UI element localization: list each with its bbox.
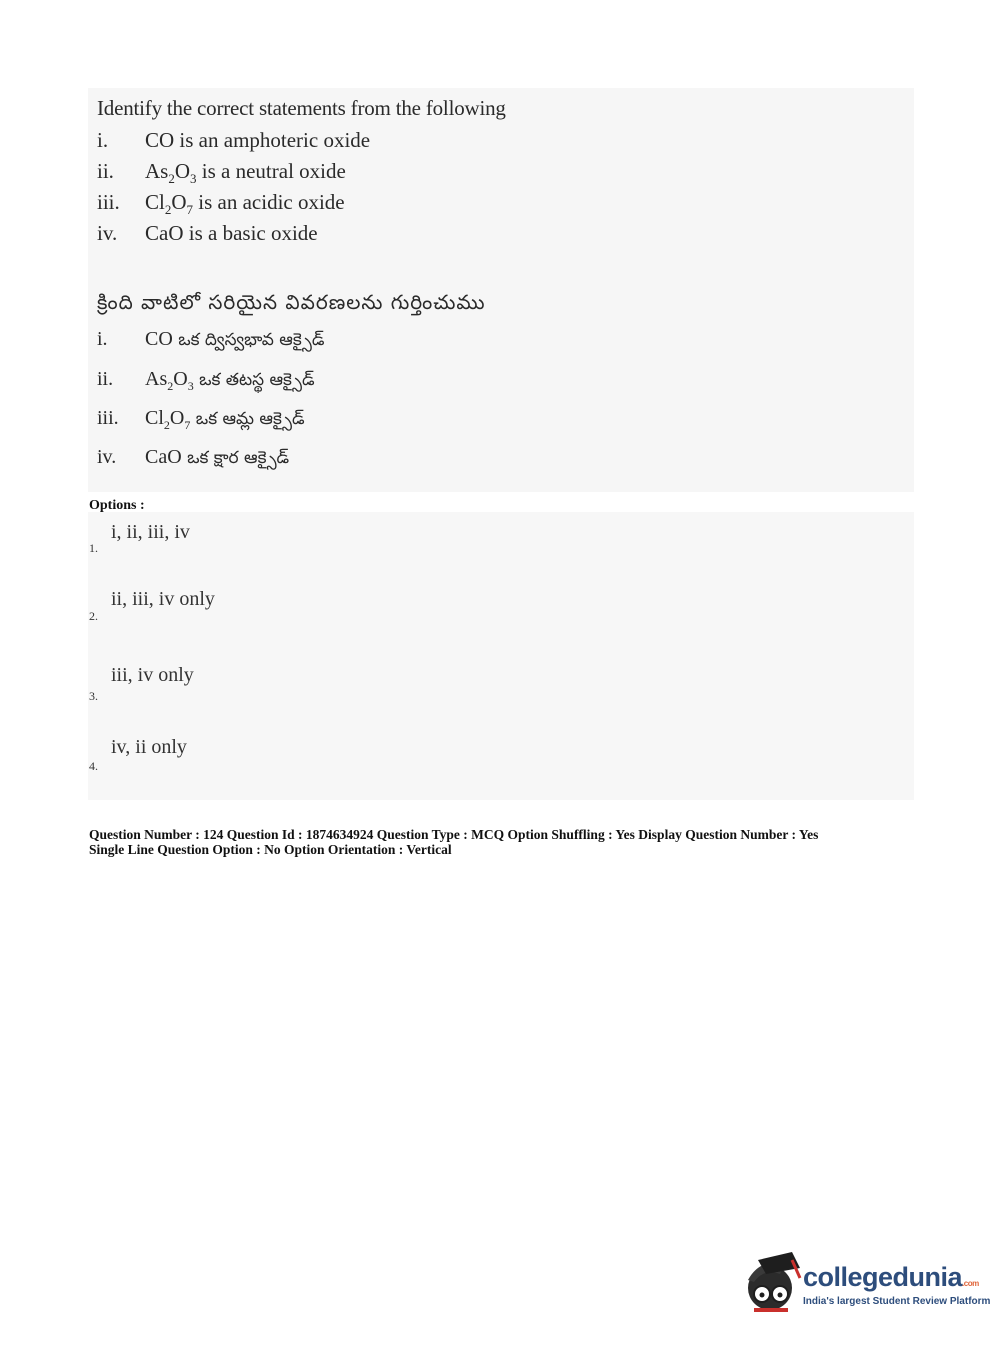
option-2-text[interactable]: ii, iii, iv only <box>111 588 215 610</box>
statement-text: ఒక ఆమ్ల ఆక్సైడ్ <box>190 409 305 429</box>
option-3-number: 3. <box>89 689 98 703</box>
question-title: Identify the correct statements from the following <box>97 96 506 120</box>
formula-part: Cl <box>145 190 165 214</box>
option-1-number: 1. <box>89 541 98 555</box>
options-scan-image <box>88 512 914 800</box>
statement-number: iv. <box>97 221 118 245</box>
statement-4 <box>97 221 318 246</box>
logo-wordmark <box>803 1262 979 1293</box>
statement-text: ఒక తటస్థ ఆక్సైడ్ <box>193 370 315 390</box>
statement-number: ii. <box>97 159 114 183</box>
formula-part: Cl <box>145 407 164 429</box>
statement-2 <box>97 159 346 187</box>
formula-part: CO <box>145 328 173 350</box>
telugu-statement-1 <box>97 328 324 354</box>
statement-number: iii. <box>97 407 119 429</box>
statement-number: ii. <box>97 368 114 390</box>
statement-text: CaO is a basic oxide <box>145 221 318 245</box>
option-4-text[interactable]: iv, ii only <box>111 736 187 758</box>
formula-subscript: 3 <box>187 379 194 393</box>
question-meta-line-1: Question Number : 124 Question Id : 1874634924 Question Type : MCQ Option Shuffling : Yes Display Question Number : Yes <box>89 827 819 842</box>
question-meta-line-2: Single Line Question Option : No Option Orientation : Vertical <box>89 842 452 857</box>
statement-number: iv. <box>97 446 117 468</box>
statement-text: is a neutral oxide <box>196 159 346 183</box>
formula-part: O <box>171 190 187 214</box>
formula-subscript: 2 <box>164 202 172 218</box>
formula-subscript: 7 <box>186 202 194 218</box>
formula-subscript: 2 <box>163 418 170 432</box>
options-label: Options : <box>89 498 145 513</box>
formula-part: CaO <box>145 446 182 468</box>
statement-text: CO is an amphoteric oxide <box>145 128 371 152</box>
statement-number: i. <box>97 328 108 350</box>
formula-part: O <box>169 407 185 429</box>
statement-number: i. <box>97 128 109 152</box>
statement-number: iii. <box>97 190 120 214</box>
option-3-text[interactable]: iii, iv only <box>111 664 194 686</box>
logo-suffix: .com <box>962 1279 979 1288</box>
statement-text: ఒక క్షార ఆక్సైడ్ <box>181 448 290 468</box>
telugu-statement-3 <box>97 407 305 433</box>
formula-part: As <box>145 368 168 390</box>
telugu-statement-4 <box>97 446 289 472</box>
logo-name: collegedunia <box>803 1262 963 1292</box>
statement-text: ఒక ద్విస్వభావ ఆక్సైడ్ <box>172 330 325 350</box>
statement-text: is an acidic oxide <box>193 190 345 214</box>
statement-3 <box>97 190 345 218</box>
formula-subscript: 2 <box>168 171 175 187</box>
option-4-number: 4. <box>89 759 98 773</box>
option-1-text[interactable]: i, ii, iii, iv <box>111 521 190 543</box>
formula-subscript: 3 <box>190 171 197 187</box>
formula-subscript: 2 <box>167 379 174 393</box>
logo-tagline: India's largest Student Review Platform <box>803 1296 991 1307</box>
formula-subscript: 7 <box>184 418 191 432</box>
formula-part: O <box>173 368 188 390</box>
telugu-statement-2 <box>97 368 315 394</box>
statement-1 <box>97 128 370 153</box>
option-2-number: 2. <box>89 609 98 623</box>
formula-part: As <box>145 159 169 183</box>
telugu-question-title: క్రింది వాటిలో సరియైన వివరణలను గుర్తించుము <box>97 290 486 314</box>
formula-part: O <box>174 159 191 183</box>
